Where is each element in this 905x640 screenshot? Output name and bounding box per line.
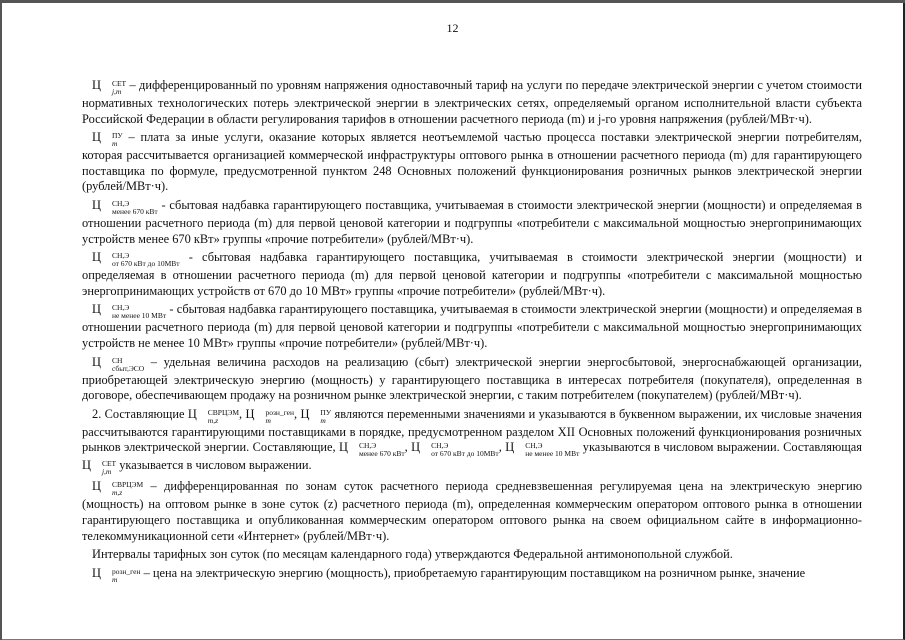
symbol-c-sn-sbyt: Ц СН сбыт,ЭСО [92, 354, 145, 373]
symbol-c-sn-670-10-inline: Ц СН,Э от 670 кВт до 10МВт [411, 440, 499, 459]
symbol-c-pu: Ц ПУ m [92, 130, 123, 149]
scan-left-edge [0, 0, 2, 640]
symbol-c-rozn-gen-inline: Ц розн_ген m [245, 406, 294, 425]
paragraph-intervals: Интервалы тарифных зон суток (по месяцам календарного года) утверждаются Федеральной антимонопольной службой. [92, 547, 733, 562]
symbol-c-set: Ц СЕТ j,m [92, 78, 127, 96]
paragraph-c-sn-670-10: Ц СН,Э от 670 кВт до 10МВт - сбытовая надбавка гарантирующего поставщика, учитываемая в стоимости электрической энергии (мощности) и определяемая в отношении расчетного периода (m) для первой ценовой категории и подгруппы «потребители с максимальной мощностью энергопринимающих устройств от 670 до 10 МВт» группы «прочие потребители» (рублей/МВт·ч). [82, 250, 862, 298]
paragraph-c-svrcem: Ц СВРЦЭМ m,z – дифференцированная по зонам суток расчетного периода средневзвешенная регулируемая цена на электрическую энергию (мощность) на оптовом рынке в зоне суток (z) расчетного периода (m), определенная коммерческим оператором оптового рынка в отношении гарантирующего поставщика и опубликованная коммерческим оператором оптового рынка на своем официальном сайте в информационно-телекоммуникационной сети «Интернет» (рублей/МВт·ч). [82, 479, 862, 543]
symbol-c-pu-inline: Ц ПУ m [300, 406, 332, 425]
symbol-c-sn-lt670-inline: Ц СН,Э менее 670 кВт [339, 440, 405, 459]
paragraph-c-sn-sbyt: Ц СН сбыт,ЭСО – удельная величина расходов на реализацию (сбыт) электрической энергии энергосбытовой, энергоснабжающей организации, приобретающей электрическую энергию (мощность) у гарантирующего поставщика в интересах потребителя (покупателя), определенная в договоре, обеспечивающем продажу на розничном рынке электрической энергии, с таким потребителем (покупателем) (рублей/МВт·ч). [82, 354, 862, 403]
paragraph-c-set: Ц СЕТ j,m – дифференцированный по уровням напряжения одноставочный тариф на услуги по передаче электрической энергии с учетом стоимости нормативных технологических потерь электрической энергии в электрических сетях, определяемый органом исполнительной власти субъекта Российской Федерации в области регулирования тарифов в отношении расчетного периода (m) и j-го уровня напряжения (рублей/МВт·ч). [82, 78, 862, 126]
paragraph-c-rozn-gen: Ц розн_ген m – цена на электрическую энергию (мощность), приобретаемую гарантирующим поставщиком на розничном рынке, значение [92, 565, 806, 584]
page-number: 12 [446, 21, 459, 35]
symbol-c-sn-ge10-inline: Ц СН,Э не менее 10 МВт [505, 440, 580, 459]
scan-top-edge [0, 0, 905, 3]
symbol-c-svrcem-inline: Ц СВРЦЭМ m,z [187, 406, 240, 425]
symbol-c-rozn-gen: Ц розн_ген m [92, 565, 141, 584]
paragraph-components: 2. Составляющие Ц СВРЦЭМ m,z , Ц розн_ген m , Ц ПУ m являются переменными значениями и указываются в буквенном выражении, их числовые значения рассчитываются гарантирующими поставщиками в порядке, предусмотренном разделом XII Основных положений функционирования розничных рынков электрической энергии. Составляющие, Ц СН,Э менее 670 кВт , Ц СН,Э от 670 кВт до 10МВт , Ц СН,Э не менее 10 МВт указываются в числовом выражении. Составляющая Ц СЕТ j,m указывается в числовом выражении. [82, 406, 862, 477]
paragraph-c-sn-lt670: Ц СН,Э менее 670 кВт - сбытовая надбавка гарантирующего поставщика, учитываемая в стоимости электрической энергии (мощности) и определяемая в отношении расчетного периода (m) для первой ценовой категории и подгруппы «потребители с максимальной мощностью энергопринимающих устройств менее 670 кВт» группы «прочие потребители» (рублей/МВт·ч). [82, 197, 862, 246]
symbol-c-sn-ge10: Ц СН,Э не менее 10 МВт [92, 302, 167, 321]
symbol-c-sn-670-10: Ц СН,Э от 670 кВт до 10МВт [92, 250, 180, 269]
document-text [82, 78, 862, 584]
paragraph-c-sn-ge10: Ц СН,Э не менее 10 МВт - сбытовая надбавка гарантирующего поставщика, учитываемая в стоимости электрической энергии (мощности) и определяемая в отношении расчетного периода (m) для первой ценовой категории и подгруппы «потребители с максимальной мощностью энергопринимающих устройств не менее 10 МВт» группы «прочие потребители» (рублей/МВт·ч). [82, 302, 862, 350]
symbol-c-set-inline: Ц СЕТ j,m [82, 458, 117, 477]
symbol-c-svrcem: Ц СВРЦЭМ m,z [92, 479, 144, 498]
paragraph-c-pu: Ц ПУ m – плата за иные услуги, оказание которых является неотъемлемой частью процесса поставки электрической энергии потребителям, которая рассчитывается организацией коммерческой инфраструктуры оптового рынка в отношении расчетного периода (m) для гарантирующего поставщика по формуле, предусмотренной пунктом 248 Основных положений функционирования розничных рынков электрической энергии (рублей/МВт·ч). [82, 130, 862, 194]
symbol-c-sn-lt670: Ц СН,Э менее 670 кВт [92, 197, 158, 216]
